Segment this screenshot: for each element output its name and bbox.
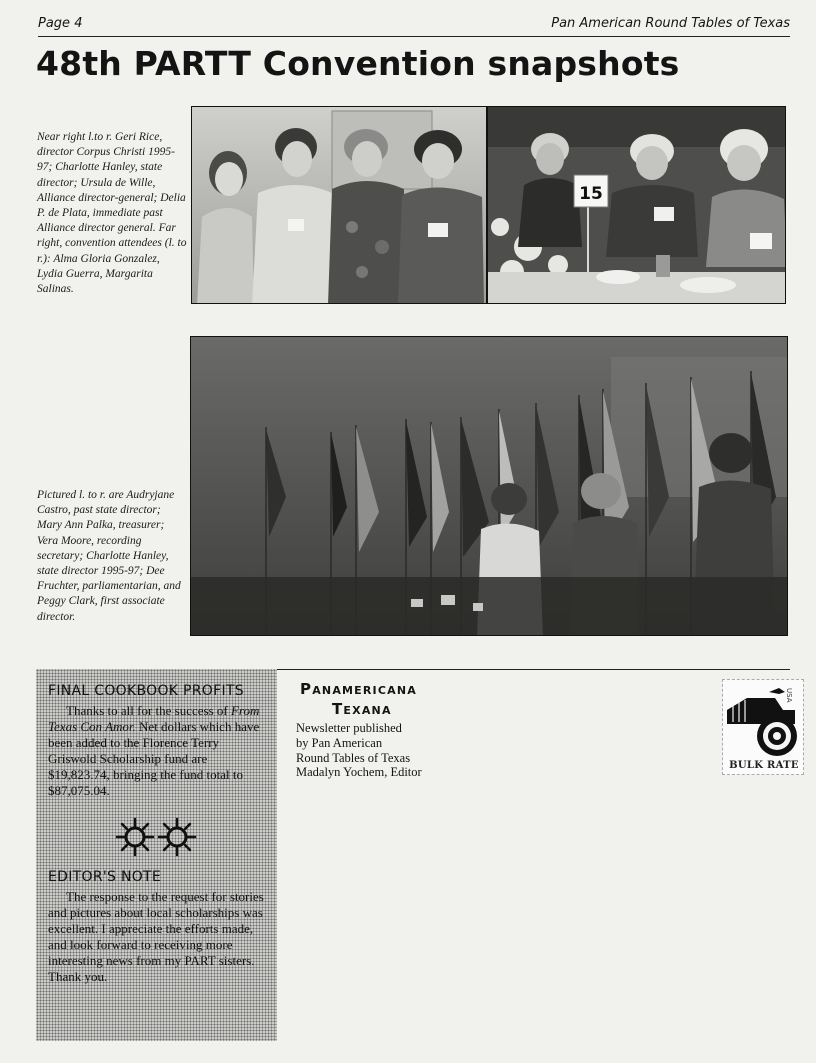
bulk-rate-stamp [722,679,804,775]
editors-note-heading: EDITOR'S NOTE [48,869,162,885]
masthead-line: Newsletter published [296,721,402,735]
main-headline: 48th PARTT Convention snapshots [36,44,680,83]
caption-top-photos: Near right l.to r. Geri Rice, director Corpus Christi 1995-97; Charlotte Hanley, state director; Ursula de Wille, Alliance director-general; Delia P. de Plata, immediate past Alliance director general. Far right, convention attendees (l. to r.): Alma Gloria Gonzalez, Lydia Guerra, Margarita Salinas. [37,131,187,296]
stamp-label: BULK RATE [729,760,799,771]
editors-note-text: The response to the request for stories and pictures about local scholarships was excellent. I appreciate the efforts made, and look forward to receiving more interesting news from my PART sisters. Thank you. [48,889,264,984]
running-header [38,14,790,37]
cookbook-heading: FINAL COOKBOOK PROFITS [48,683,244,699]
photo-officers-with-flags [190,336,788,636]
announcement-box [36,669,277,1041]
masthead-line: Madalyn Yochem, Editor [296,765,422,780]
page-number: Page 4 [38,16,83,31]
masthead-title-line1: Panamericana [300,680,417,698]
stamp-country: USA [785,688,793,703]
cookbook-text: Thanks to all for the success of From Texas Con Amor. Net dollars which have been added to the Florence Terry Griswold Scholarship fund are $19,823.74, bringing the fund total to $87,075.04. [48,703,260,798]
newsletter-title: Pan American Round Tables of Texas [551,16,790,31]
photo-officials-standing [191,106,487,304]
masthead-title-line2: Texana [332,700,392,718]
table-number-card: 15 [579,184,603,204]
sunburst-ornament-icon [109,815,205,859]
masthead-details [296,721,496,780]
cookbook-book-title: From Texas Con Amor. [48,703,260,734]
caption-officers-photo: Pictured l. to r. are Audryjane Castro, past state director; Mary Ann Palka, treasurer; Vera Moore, recording secretary; Charlotte Hanley, state director 1995-97; Dee Fruchter, parliamentarian, and Peggy Clark, first associate director. [37,489,181,623]
photo-convention-attendees [487,106,786,304]
masthead-line: Round Tables of Texas [296,750,411,765]
masthead-line: by Pan American [296,735,383,750]
